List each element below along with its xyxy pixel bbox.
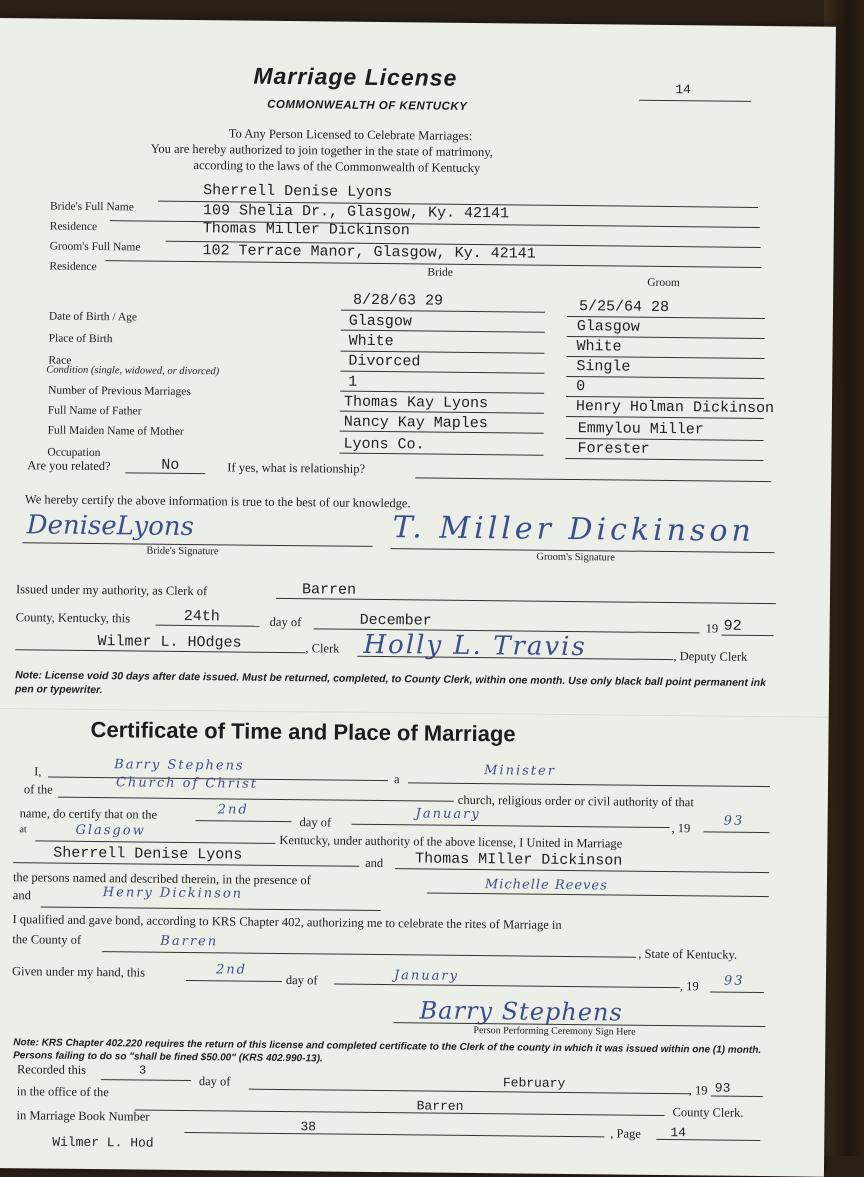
clerk-label: , Clerk [305, 641, 340, 656]
witness-2: Henry Dickinson [102, 885, 244, 902]
recorded-page: 14 [670, 1125, 687, 1141]
cert-church-label: church, religious order or civil authority of that [457, 792, 694, 810]
given-month: January [393, 968, 460, 984]
witness-2-line [41, 906, 381, 911]
cert-county-value: Barren [160, 933, 219, 950]
church-name: Church of Christ [115, 775, 259, 792]
recorded-page-label: , Page [610, 1126, 641, 1141]
recorded-book-line [184, 1132, 604, 1137]
bride-pob: Glasgow [348, 312, 412, 331]
pob-label: Place of Birth [48, 332, 113, 346]
issued-label: Issued under my authority, as Clerk of [15, 582, 208, 599]
given-day-line [186, 980, 282, 982]
minister-name: Barry Stephens [114, 757, 245, 774]
cert-persons-label: the persons named and described therein, in the presence of [12, 870, 311, 888]
groom-name-value: Thomas Miller Dickinson [202, 220, 410, 240]
license-number: 14 [675, 82, 691, 98]
cert-groom-name: Thomas MIller Dickinson [415, 850, 623, 870]
mother-label: Full Maiden Name of Mother [47, 424, 184, 438]
cert-bride-name: Sherrell Denise Lyons [53, 844, 243, 864]
bride-name-value: Sherrell Denise Lyons [203, 182, 393, 202]
cert-at-label: at [19, 824, 27, 836]
county-kentucky-label: County, Kentucky, this [15, 610, 131, 626]
marriage-place-line [35, 840, 275, 844]
deputy-clerk-label: , Deputy Clerk [673, 649, 748, 664]
issued-county-line [276, 598, 776, 604]
groom-race: White [576, 338, 622, 356]
cert-given-label: Given under my hand, this [11, 964, 146, 980]
recorded-year: 93 [714, 1080, 731, 1096]
clerk-line [15, 649, 305, 653]
relationship-label: If yes, what is relationship? [227, 460, 366, 476]
license-number-line [639, 100, 751, 102]
cert-kentucky-label: Kentucky, under authority of the above license, I United in Marriage [279, 832, 623, 851]
bride-name-label: Bride's Full Name [49, 200, 134, 214]
certificate-title: Certificate of Time and Place of Marriage [90, 716, 516, 747]
bride-previous-marriages: 1 [348, 373, 358, 391]
recorded-page-line [656, 1139, 760, 1141]
witness-1: Michelle Reeves [484, 877, 608, 894]
cert-year-prefix: , 19 [671, 821, 691, 836]
father-label: Full Name of Father [47, 404, 142, 418]
bride-mother: Nancy Kay Maples [343, 413, 488, 433]
issued-day-line [156, 625, 260, 627]
groom-dob: 5/25/64 28 [578, 298, 670, 317]
issued-year: 92 [723, 617, 742, 635]
intro-line-1: To Any Person Licensed to Celebrate Marriages: [228, 126, 473, 143]
race-label: Race [48, 354, 72, 367]
bride-residence-label: Residence [49, 220, 98, 234]
recorded-label: Recorded this [16, 1062, 87, 1077]
clerk-name: Wilmer L. HOdges [97, 633, 242, 652]
issued-month: December [359, 611, 432, 630]
dob-label: Date of Birth / Age [48, 310, 138, 324]
marriage-year-line [704, 831, 770, 833]
given-month-line [334, 984, 680, 989]
officiant-signature-label: Person Performing Ceremony Sign Here [473, 1025, 636, 1038]
recorded-day: 3 [138, 1063, 147, 1078]
relationship-line [415, 477, 771, 482]
groom-father: Henry Holman Dickinson [575, 398, 775, 418]
deputy-clerk-signature: Holly L. Travis [363, 629, 587, 663]
groom-residence-value: 102 Terrace Manor, Glasgow, Ky. 42141 [202, 242, 536, 263]
issued-day: 24th [183, 607, 220, 626]
marriage-day: 2nd [217, 802, 249, 818]
recorded-month: February [502, 1075, 566, 1091]
cert-state-label: , State of Kentucky. [638, 946, 738, 962]
marriage-month-line [352, 824, 670, 828]
groom-occupation-line [565, 458, 763, 461]
cert-and-label: and [365, 855, 384, 871]
groom-residence-label: Residence [49, 260, 97, 274]
groom-signature: T. Miller Dickinson [392, 510, 755, 549]
given-year: 93 [723, 973, 745, 989]
document-title: Marriage License [253, 62, 458, 91]
recorded-year-prefix: , 19 [688, 1083, 708, 1098]
marriage-place: Glasgow [75, 822, 146, 839]
recorded-year-line [711, 1096, 763, 1098]
condition-label: Condition (single, widowed, or divorced) [46, 364, 220, 378]
marriage-month: January [415, 806, 481, 823]
recorded-office-label: in the office of the [16, 1084, 109, 1100]
groom-pob: Glasgow [576, 318, 640, 336]
cert-i-label: I, [34, 764, 42, 779]
issued-year-prefix: 19 [705, 621, 719, 636]
bride-occupation-line [339, 453, 543, 456]
given-day: 2nd [215, 962, 248, 978]
marriage-license-document [0, 18, 836, 1177]
cert-county-line [102, 951, 636, 958]
bride-signature: DeniseLyons [26, 510, 195, 543]
issued-county: Barren [301, 581, 357, 599]
bride-condition: Divorced [348, 352, 421, 371]
bride-dob: 8/28/63 29 [352, 291, 444, 310]
bride-occupation: Lyons Co. [343, 435, 425, 454]
cert-qualified-label: I qualified and gave bond, according to KRS Chapter 402, authorizing me to celebrate the rites of Marriage in [12, 912, 562, 932]
cert-county-label: the County of [12, 932, 82, 947]
groom-signature-label: Groom's Signature [536, 551, 616, 564]
groom-column-header: Groom [647, 276, 680, 290]
recorded-county-clerk-label: County Clerk. [672, 1105, 744, 1120]
previous-marriages-label: Number of Previous Marriages [48, 384, 191, 399]
bride-father: Thomas Kay Lyons [343, 393, 489, 413]
church-line [58, 797, 454, 802]
recorded-county-line [135, 1109, 665, 1116]
marriage-day-line [196, 820, 292, 822]
recorded-book: 38 [300, 1119, 317, 1135]
groom-condition-line [566, 376, 764, 379]
bride-column-header: Bride [427, 266, 453, 279]
recorded-county: Barren [416, 1098, 464, 1114]
marriage-year: 93 [723, 813, 745, 829]
related-line [125, 472, 205, 474]
bride-residence-value: 109 Shelia Dr., Glasgow, Ky. 42141 [202, 202, 510, 223]
minister-title: Minister [484, 763, 557, 779]
cert-and2-label: and [12, 888, 31, 903]
cert-a-label: a [393, 772, 400, 787]
issued-year-line [722, 635, 774, 637]
bride-mother-line [340, 431, 544, 434]
groom-previous-marriages: 0 [576, 378, 586, 396]
officiant-signature: Barry Stephens [419, 996, 623, 1027]
occupation-label: Occupation [47, 446, 101, 460]
groom-occupation: Forester [577, 440, 650, 458]
document-subtitle: COMMONWEALTH OF KENTUCKY [267, 98, 468, 113]
bride-signature-label: Bride's Signature [146, 545, 219, 558]
recorded-month-line [249, 1089, 691, 1095]
minister-title-line [408, 782, 770, 787]
related-value: No [161, 456, 180, 474]
recorded-clerk: Wilmer L. Hod [52, 1134, 154, 1151]
cert-given-day-of-label: day of [285, 973, 318, 988]
intro-line-3: according to the laws of the Commonwealth of Kentucky [193, 158, 481, 176]
given-year-line [710, 991, 764, 993]
groom-mother: Emmylou Miller [577, 420, 704, 439]
cert-day-of-label: day of [299, 815, 332, 830]
cert-name-label: name, do certify that on the [19, 806, 158, 822]
groom-name-label: Groom's Full Name [49, 240, 141, 254]
license-note: Note: License void 30 days after date issued. Must be returned, completed, to County Clerk, within one month. Use only black ball point permanent ink pen or typewriter. [14, 669, 767, 697]
intro-line-2: You are hereby authorized to join together in the state of matrimony, [150, 141, 493, 160]
krs-note: Note: KRS Chapter 402.220 requires the return of this license and completed certificate to the Clerk of the county in which it was issued within one (1) month. Persons failing to do so "shall be fined $50.00" (KRS 402.990-13). [13, 1037, 762, 1065]
certify-statement: We hereby certify the above information is true to the best of our knowledge. [24, 492, 411, 511]
recorded-day-of-label: day of [198, 1074, 231, 1089]
recorded-day-line [101, 1079, 191, 1081]
related-label: Are you related? [27, 458, 111, 474]
recorded-book-label: in Marriage Book Number [16, 1108, 150, 1124]
bride-condition-line [340, 371, 544, 374]
cert-of-the-label: of the [23, 782, 53, 797]
bride-race: White [348, 332, 394, 351]
given-year-prefix: , 19 [679, 979, 699, 994]
issued-day-of-label: day of [269, 614, 302, 630]
groom-condition: Single [576, 358, 631, 376]
